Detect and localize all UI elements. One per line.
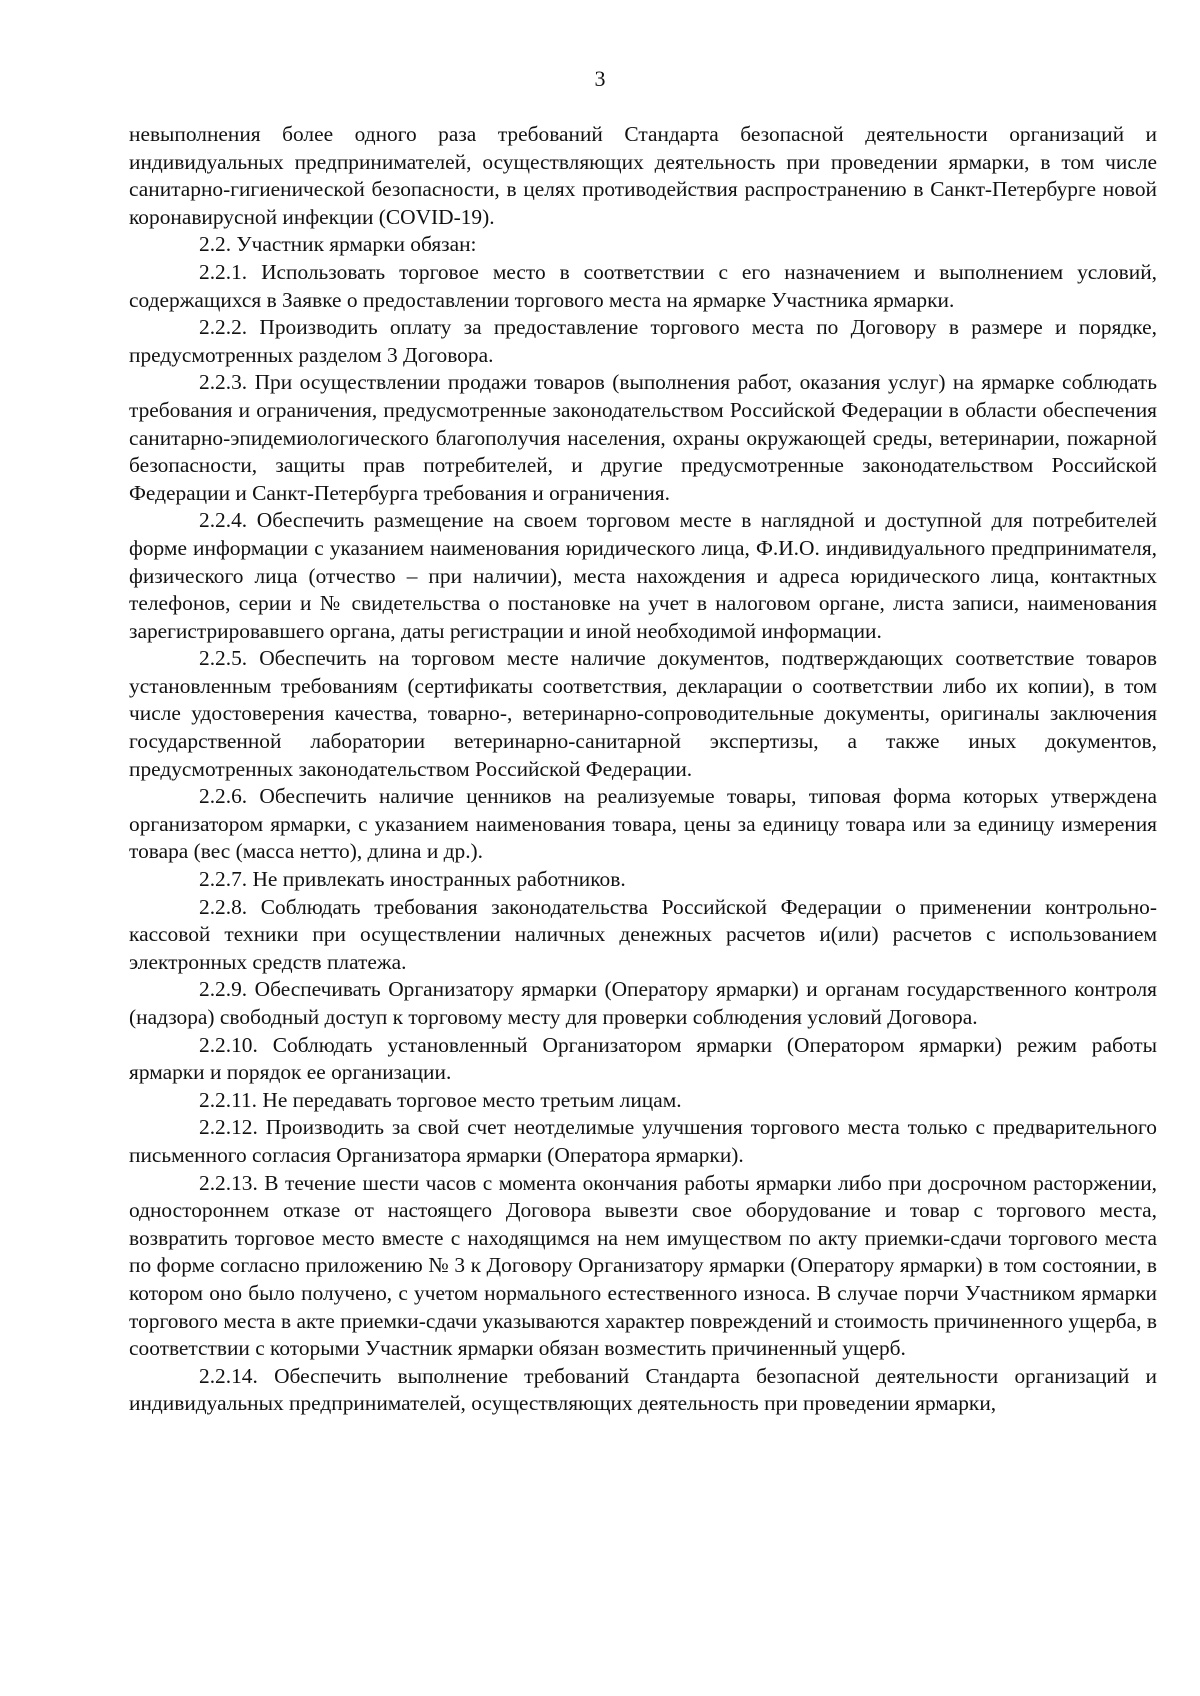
paragraph-2-2-7: 2.2.7. Не привлекать иностранных работников.: [199, 867, 626, 892]
paragraph-2-2-10: 2.2.10. Соблюдать установленный Организатором ярмарки (Оператором ярмарки) режим работы ярмарки и порядок ее организации.: [129, 1032, 1157, 1085]
paragraph-2-2-1: 2.2.1. Использовать торговое место в соответствии с его назначением и выполнением условий, содержащихся в Заявке о предоставлении торгового места на ярмарке Участника ярмарки.: [129, 259, 1157, 312]
paragraph-2-2-9: 2.2.9. Обеспечивать Организатору ярмарки (Оператору ярмарки) и органам государственного контроля (надзора) свободный доступ к торговому месту для проверки соблюдения условий Договора.: [129, 977, 1157, 1029]
page-number: 3: [594, 66, 606, 91]
paragraph-2-2-2: 2.2.2. Производить оплату за предоставление торгового места по Договору в размере и порядке, предусмотренных разделом 3 Договора.: [129, 315, 1157, 367]
paragraph-2-2-5: 2.2.5. Обеспечить на торговом месте наличие документов, подтверждающих соответствие товаров установленным требованиям (сертификаты соответствия, декларации о соответствии либо их копии), в том числе удостоверения качества, товарно-, ветеринарно-сопроводительные документы, оригиналы заключения государственной лаборатории ветеринарно-санитарной экспертизы, а также иных документов, предусмотренных законодательством Российской Федерации.: [129, 646, 1157, 781]
paragraph-2-2-4: 2.2.4. Обеспечить размещение на своем торговом месте в наглядной и доступной для потребителей форме информации с указанием наименования юридического лица, Ф.И.О. индивидуального предпринимателя, физического лица (отчество – при наличии), места нахождения и адреса юридического лица, контактных телефонов, серии и № свидетельства о постановке на учет в налоговом органе, листа записи, наименования зарегистрировавшего органа, даты регистрации и иной необходимой информации.: [129, 508, 1157, 643]
paragraph-2-2-6: 2.2.6. Обеспечить наличие ценников на реализуемые товары, типовая форма которых утверждена организатором ярмарки, с указанием наименования товара, цены за единицу товара или за единицу измерения товара (вес (масса нетто), длина и др.).: [129, 784, 1157, 864]
paragraph-2-2-12: 2.2.12. Производить за свой счет неотделимые улучшения торгового места только с предварительного письменного согласия Организатора ярмарки (Оператора ярмарки).: [129, 1115, 1157, 1167]
paragraph-2-2-8: 2.2.8. Соблюдать требования законодательства Российской Федерации о применении контрольно-кассовой техники при осуществлении наличных денежных расчетов и(или) расчетов с использованием электронных средств платежа.: [129, 894, 1157, 974]
paragraph-2-2-14: 2.2.14. Обеспечить выполнение требований Стандарта безопасной деятельности организаций и индивидуальных предпринимателей, осуществляющих деятельность при проведении ярмарки,: [129, 1363, 1157, 1416]
paragraph-2-2-11: 2.2.11. Не передавать торговое место третьим лицам.: [199, 1087, 682, 1112]
paragraph-continuation: невыполнения более одного раза требований Стандарта безопасной деятельности организаций и индивидуальных предпринимателей, осуществляющих деятельность при проведении ярмарки, в том числе санитарно-гигиенической безопасности, в целях противодействия распространению в Санкт-Петербурге новой коронавирусной инфекции (COVID-19).: [129, 122, 1157, 229]
paragraph-2-2-3: 2.2.3. При осуществлении продажи товаров (выполнения работ, оказания услуг) на ярмарке соблюдать требования и ограничения, предусмотренные законодательством Российской Федерации в области обеспечения санитарно-эпидемиологического благополучия населения, охраны окружающей среды, ветеринарии, пожарной безопасности, защиты прав потребителей, и другие предусмотренные законодательством Российской Федерации и Санкт-Петербурга требования и ограничения.: [129, 370, 1157, 505]
paragraph-2-2-13: 2.2.13. В течение шести часов с момента окончания работы ярмарки либо при досрочном расторжении, одностороннем отказе от настоящего Договора вывезти свое оборудование и товар с торгового места, возвратить торговое место вместе с находящимся на нем имуществом по акту приемки-сдачи торгового места по форме согласно приложению № 3 к Договору Организатору ярмарки (Оператору ярмарки) в том состоянии, в котором оно было получено, с учетом нормального естественного износа. В случае порчи Участником ярмарки торгового места в акте приемки-сдачи указываются характер повреждений и стоимость причиненного ущерба, в соответствии с которыми Участник ярмарки обязан возместить причиненный ущерб.: [129, 1170, 1157, 1361]
paragraph-2-2: 2.2. Участник ярмарки обязан:: [199, 232, 477, 257]
document-body: [129, 121, 1157, 1418]
